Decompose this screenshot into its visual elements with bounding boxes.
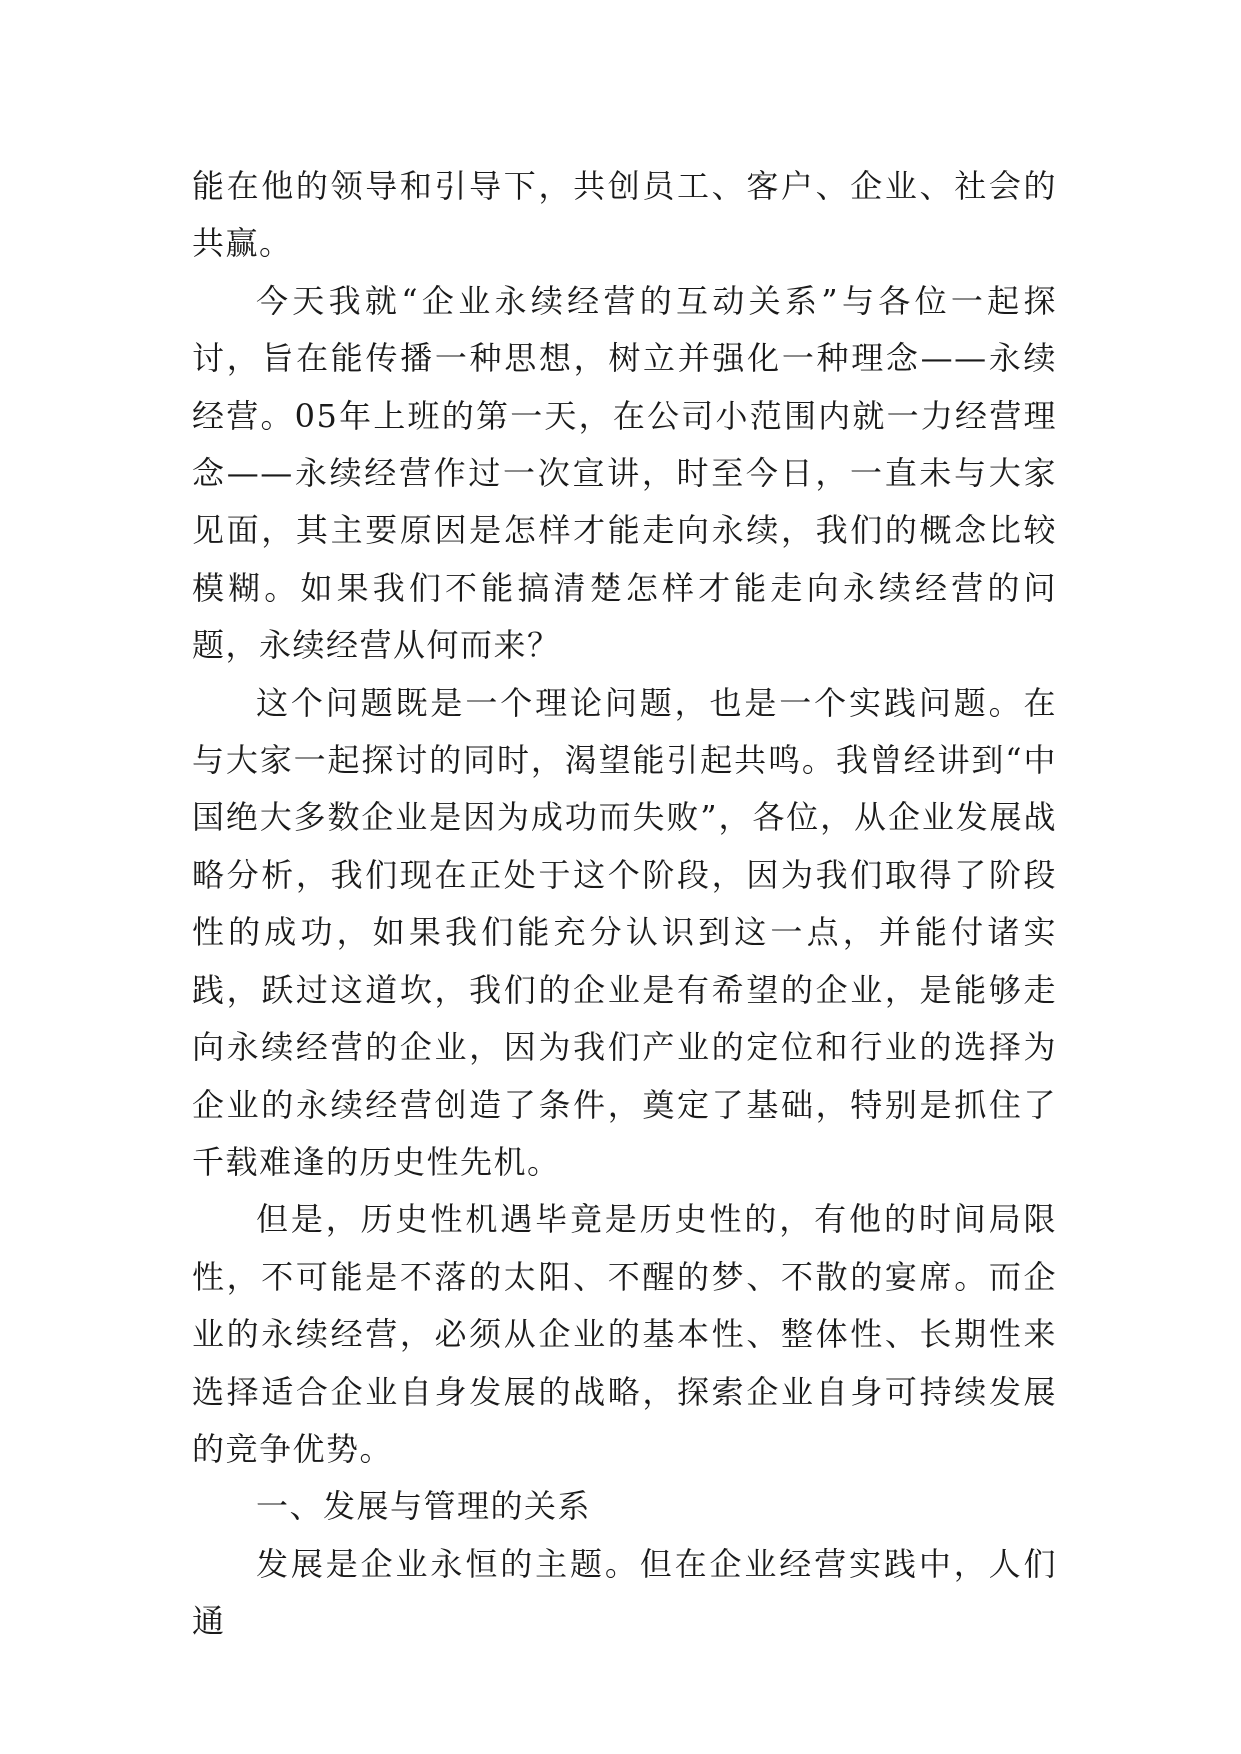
paragraph: 发展是企业永恒的主题。但在企业经营实践中，人们通 xyxy=(192,1544,1057,1641)
section-heading: 一、发展与管理的关系 xyxy=(256,1487,592,1526)
paragraph: 能在他的领导和引导下，共创员工、客户、企业、社会的共赢。 xyxy=(192,167,1057,263)
paragraph: 但是，历史性机遇毕竟是历史性的，有他的时间局限性，不可能是不落的太阳、不醒的梦、不散的宴席。而企业的永续经营，必须从企业的基本性、整体性、长期性来选择适合企业自身发展的战略，探索企业自身可持续发展的竞争优势。 xyxy=(192,1200,1057,1468)
paragraph: 这个问题既是一个理论问题，也是一个实践问题。在与大家一起探讨的同时，渴望能引起共鸣。我曾经讲到“中国绝大多数企业是因为成功而失败”，各位，从企业发展战略分析，我们现在正处于这个阶段，因为我们取得了阶段性的成功，如果我们能充分认识到这一点，并能付诸实践，跃过这道坎，我们的企业是有希望的企业，是能够走向永续经营的企业，因为我们产业的定位和行业的选择为企业的永续经营创造了条件，奠定了基础，特别是抓住了千载难逢的历史性先机。 xyxy=(192,683,1057,1181)
paragraph: 今天我就“企业永续经营的互动关系”与各位一起探讨，旨在能传播一种思想，树立并强化一种理念——永续经营。05年上班的第一天，在公司小范围内就一力经营理念——永续经营作过一次宣讲，时至今日，一直未与大家见面，其主要原因是怎样才能走向永续，我们的概念比较模糊。如果我们不能搞清楚怎样才能走向永续经营的问题，永续经营从何而来？ xyxy=(192,281,1057,665)
document-body xyxy=(192,158,1057,1651)
